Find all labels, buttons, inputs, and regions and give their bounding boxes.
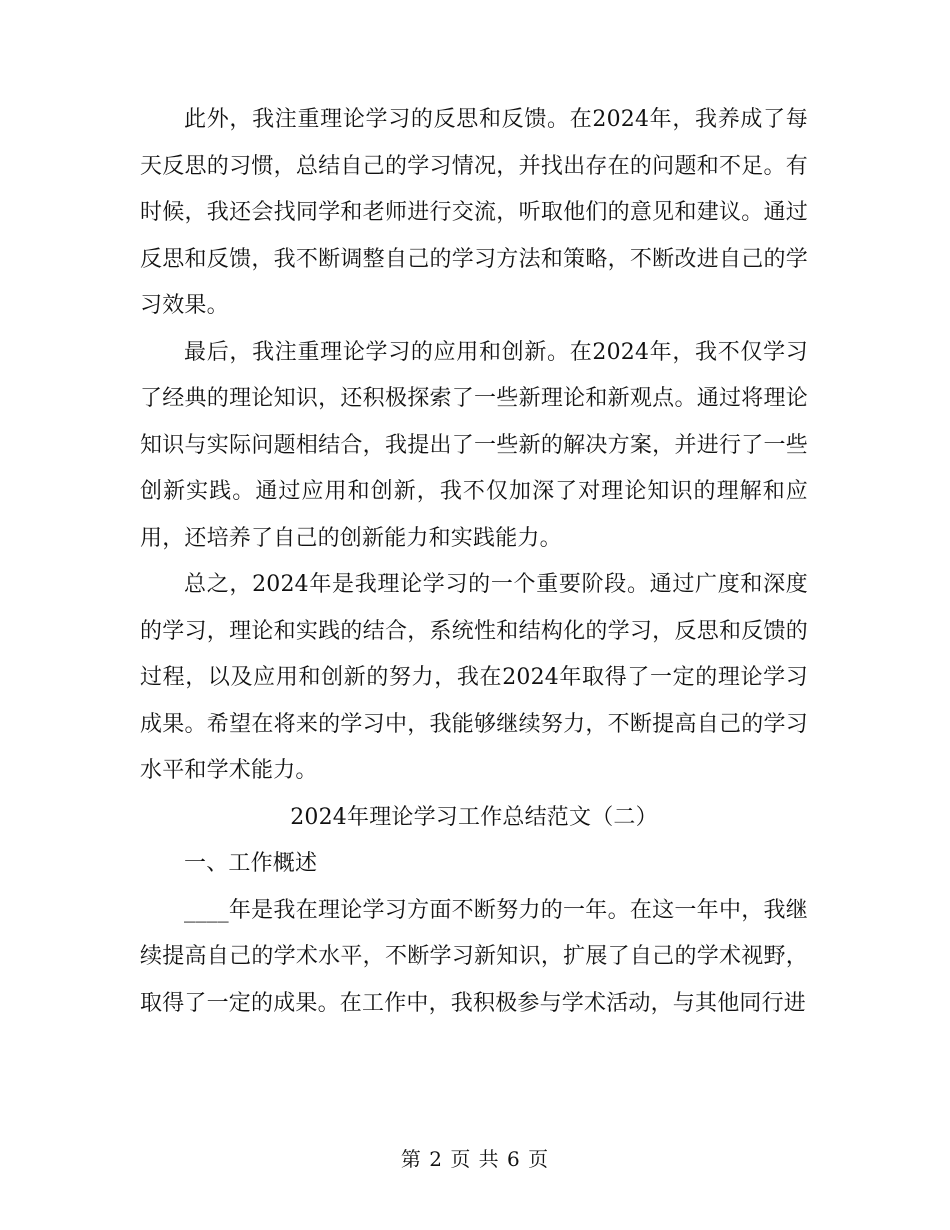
subheading-overview: 一、工作概述 bbox=[184, 851, 318, 876]
paragraph-conclusion: 总之，2024年是我理论学习的一个重要阶段。通过广度和深度的学习，理论和实践的结合，系统性和结构化的学习，反思和反馈的过程，以及应用和创新的努力，我在2024年取得了一定的理论学习成果。希望在将来的学习中，我能够继续努力，不断提高自己的学习水平和学术能力。 bbox=[140, 572, 808, 783]
paragraph-overview: ____年是我在理论学习方面不断努力的一年。在这一年中，我继续提高自己的学术水平，不断学习新知识，扩展了自己的学术视野，取得了一定的成果。在工作中，我积极参与学术活动，与其他同行进 bbox=[140, 897, 808, 1016]
paragraph-application: 最后，我注重理论学习的应用和创新。在2024年，我不仅学习了经典的理论知识，还积极探索了一些新理论和新观点。通过将理论知识与实际问题相结合，我提出了一些新的解决方案，并进行了一些创新实践。通过应用和创新，我不仅加深了对理论知识的理解和应用，还培养了自己的创新能力和实践能力。 bbox=[140, 339, 808, 551]
page-number-footer: 第 2 页 共 6 页 bbox=[400, 1147, 550, 1171]
paragraph-reflection: 此外，我注重理论学习的反思和反馈。在2024年，我养成了每天反思的习惯，总结自己的学习情况，并找出存在的问题和不足。有时候，我还会找同学和老师进行交流，听取他们的意见和建议。通过反思和反馈，我不断调整自己的学习方法和策略，不断改进自己的学习效果。 bbox=[140, 107, 808, 318]
section-title: 2024年理论学习工作总结范文（二） bbox=[290, 804, 658, 830]
document-body bbox=[140, 97, 808, 1027]
